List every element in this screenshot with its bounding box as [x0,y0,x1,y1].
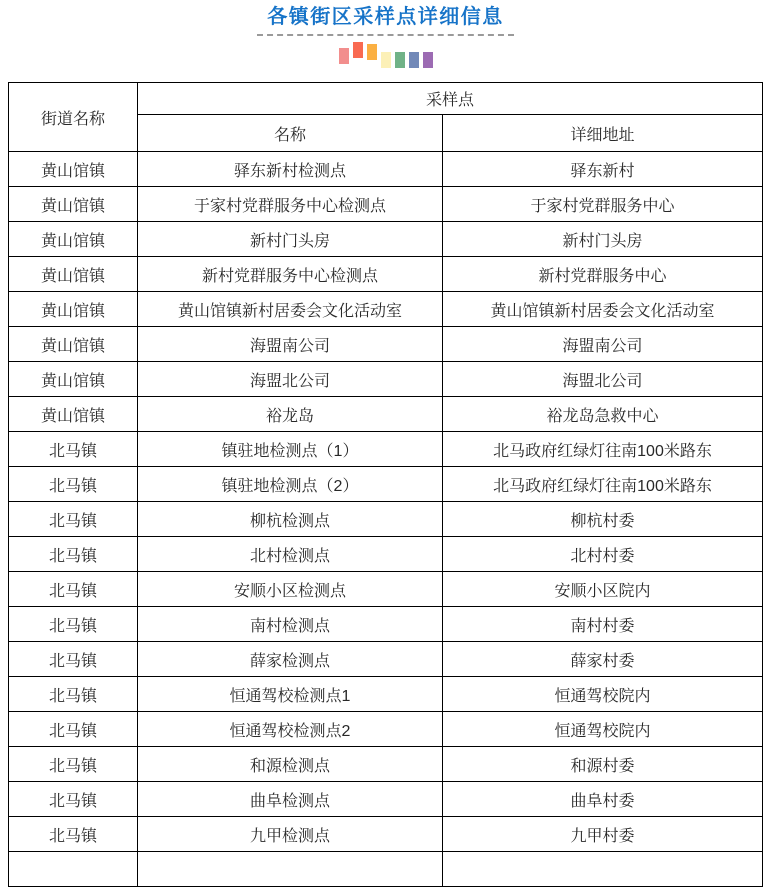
cell-street-name: 北马镇 [9,607,138,642]
header-cell-name: 名称 [138,115,443,152]
table-row [9,537,763,572]
cell-point-address: 恒通驾校院内 [443,677,763,712]
header-cell-sampling-point: 采样点 [138,83,763,115]
cell-point-name: 曲阜检测点 [138,782,443,817]
cell-street-name: 北马镇 [9,572,138,607]
cell-point-name: 镇驻地检测点（1） [138,432,443,467]
table-row [9,782,763,817]
cell-street-name: 黄山馆镇 [9,327,138,362]
cell-point-address: 黄山馆镇新村居委会文化活动室 [443,292,763,327]
cell-point-address: 裕龙岛急救中心 [443,397,763,432]
table-row [9,712,763,747]
cell-street-name: 黄山馆镇 [9,187,138,222]
green-bar [395,52,405,68]
cell-point-name: 海盟北公司 [138,362,443,397]
cell-point-name: 海盟南公司 [138,327,443,362]
purple-bar [423,52,433,68]
pale-yellow-bar [381,52,391,68]
cell-street-name: 黄山馆镇 [9,397,138,432]
cell-street-name: 黄山馆镇 [9,222,138,257]
cell-point-address: 新村党群服务中心 [443,257,763,292]
header-row-1 [9,83,763,115]
cell-street-name: 北马镇 [9,782,138,817]
cell-point-name: 恒通驾校检测点2 [138,712,443,747]
orange-bar [367,44,377,60]
cell-point-address: 北马政府红绿灯往南100米路东 [443,432,763,467]
cell-point-name: 薛家检测点 [138,642,443,677]
cell-street-name: 北马镇 [9,712,138,747]
table-row [9,642,763,677]
page [0,5,771,887]
cell-point-address: 安顺小区院内 [443,572,763,607]
table-row [9,432,763,467]
table-row [9,677,763,712]
slate-blue-bar [409,52,419,68]
red-bar [353,42,363,58]
table-row [9,222,763,257]
cell-point-name: 柳杭检测点 [138,502,443,537]
cell-point-name: 九甲检测点 [138,817,443,852]
cell-street-name [9,852,138,887]
cell-point-name: 安顺小区检测点 [138,572,443,607]
cell-street-name: 北马镇 [9,502,138,537]
cell-point-name: 北村检测点 [138,537,443,572]
cell-point-address: 海盟南公司 [443,327,763,362]
salmon-bar [339,48,349,64]
cell-street-name: 北马镇 [9,677,138,712]
cell-point-address: 恒通驾校院内 [443,712,763,747]
table-body [9,152,763,887]
cell-point-name: 驿东新村检测点 [138,152,443,187]
cell-point-address: 驿东新村 [443,152,763,187]
cell-point-name: 于家村党群服务中心检测点 [138,187,443,222]
table-row [9,327,763,362]
cell-point-address: 北马政府红绿灯往南100米路东 [443,467,763,502]
cell-point-address: 柳杭村委 [443,502,763,537]
header-cell-street-name: 街道名称 [9,83,138,152]
table-row [9,467,763,502]
cell-point-name [138,852,443,887]
decorative-bar-chart [0,42,771,68]
table-row [9,502,763,537]
table-row [9,152,763,187]
table-row [9,817,763,852]
cell-point-address: 薛家村委 [443,642,763,677]
cell-point-name: 南村检测点 [138,607,443,642]
cell-point-address: 和源村委 [443,747,763,782]
cell-street-name: 北马镇 [9,467,138,502]
cell-point-name: 和源检测点 [138,747,443,782]
table-row [9,292,763,327]
cell-point-address [443,852,763,887]
table-row [9,607,763,642]
table-header [9,83,763,152]
cell-point-address: 新村门头房 [443,222,763,257]
cell-point-address: 南村村委 [443,607,763,642]
cell-point-address: 九甲村委 [443,817,763,852]
cell-street-name: 北马镇 [9,747,138,782]
cell-point-address: 曲阜村委 [443,782,763,817]
cell-point-name: 新村门头房 [138,222,443,257]
page-title: 各镇街区采样点详细信息 [267,6,504,28]
cell-street-name: 北马镇 [9,432,138,467]
dashed-separator [257,34,514,36]
cell-point-address: 海盟北公司 [443,362,763,397]
cell-street-name: 黄山馆镇 [9,257,138,292]
header-cell-address: 详细地址 [443,115,763,152]
cell-street-name: 黄山馆镇 [9,362,138,397]
table-row [9,747,763,782]
table-row [9,187,763,222]
cell-point-name: 镇驻地检测点（2） [138,467,443,502]
cell-point-name: 恒通驾校检测点1 [138,677,443,712]
cell-point-name: 裕龙岛 [138,397,443,432]
sampling-points-table [8,82,763,887]
cell-street-name: 北马镇 [9,642,138,677]
cell-point-address: 北村村委 [443,537,763,572]
cell-street-name: 黄山馆镇 [9,152,138,187]
table-row [9,257,763,292]
cell-street-name: 北马镇 [9,537,138,572]
table-row [9,397,763,432]
table-row [9,572,763,607]
cell-street-name: 北马镇 [9,817,138,852]
table-row-partial [9,852,763,887]
table-row [9,362,763,397]
cell-street-name: 黄山馆镇 [9,292,138,327]
cell-point-name: 黄山馆镇新村居委会文化活动室 [138,292,443,327]
cell-point-address: 于家村党群服务中心 [443,187,763,222]
cell-point-name: 新村党群服务中心检测点 [138,257,443,292]
